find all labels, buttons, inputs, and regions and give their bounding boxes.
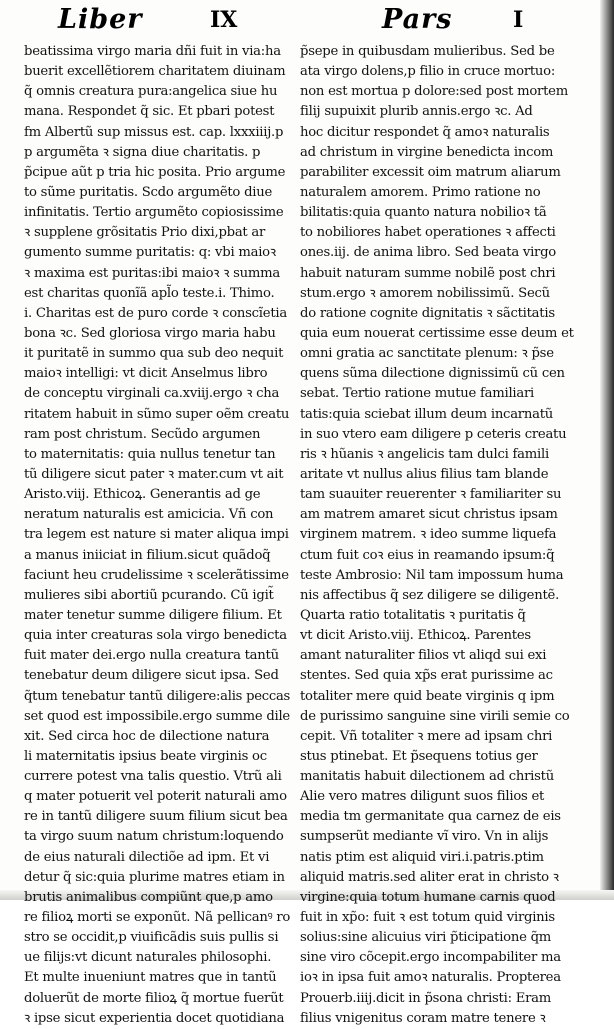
text-line: fuit in xp̃o: fuit ꝛ est totum quid virginis xyxy=(300,910,555,926)
text-line: to sũme puritatis. Scdo argumẽto diue xyxy=(24,184,273,200)
text-line: Aristo.viij. Ethicoꝝ. Generantis ad ge xyxy=(24,487,261,503)
text-line: cepit. Vñ totaliter ꝛ mere ad ipsam chri xyxy=(300,728,553,744)
text-line: ones.iij. de anima libro. Sed beata virgo xyxy=(300,245,556,261)
text-line: naturalem amorem. Primo ratione no xyxy=(300,184,541,200)
text-line: ctum fuit coꝛ eius in reamando ipsum:q̃ xyxy=(300,547,555,563)
text-line: re filioꝝ morti se exponũt. Nã pellicanꝰ ro xyxy=(24,910,291,926)
text-line: vt dicit Aristo.viij. Ethicoꝝ. Parentes xyxy=(300,628,531,644)
text-line: fuit mater dei.ergo nulla creatura tantũ xyxy=(24,648,279,664)
text-line: media tm germanitate qua carnez de eis xyxy=(300,809,561,825)
text-line: tũ diligere sicut pater ꝛ mater.cum vt ait xyxy=(24,466,284,482)
text-line: it puritatẽ in summo qua sub deo nequit xyxy=(24,346,284,362)
page-edge-shadow xyxy=(600,0,614,900)
text-line: bilitatis:quia quanto natura nobilioꝛ tã xyxy=(300,205,547,221)
text-line: fm Albertũ sup missus est. cap. lxxxiiij.p xyxy=(24,124,284,140)
header-pars: Pars xyxy=(382,4,453,35)
text-line: quia eum nouerat certissime esse deum et xyxy=(300,325,574,341)
text-line: tatis:quia sciebat illum deum incarnatũ xyxy=(300,406,554,422)
text-line: ꝛ supplene grõsitatis Prio dixi,pbat ar xyxy=(24,225,266,241)
text-line: ꝛ ipse sicut experientia docet quotidiana xyxy=(24,1010,285,1026)
text-line: nis affectibus q̃ sez diligere se diligentẽ. xyxy=(300,587,560,603)
text-line: mater tenetur summe diligere filium. Et xyxy=(24,607,282,623)
text-line: p̃sepe in quibusdam mulieribus. Sed be xyxy=(300,44,555,59)
text-line: stum.ergo ꝛ amorem nobilissimũ. Secũ xyxy=(300,285,550,301)
text-line: omni gratia ac sanctitate plenum: ꝛ p̃se xyxy=(300,346,554,362)
text-line: li maternitatis ipsius beate virginis oc xyxy=(24,748,267,764)
text-line: set quod est impossibile.ergo summe dile xyxy=(24,708,290,724)
text-line: buerit excellẽtiorem charitatem diuinam xyxy=(24,64,286,80)
text-line: ris ꝛ hũanis ꝛ angelicis tam dulci famili xyxy=(300,446,549,462)
text-line: in suo vtero eam diligere p ceteris creatu xyxy=(300,426,567,442)
text-line: to nobiliores habet operationes ꝛ affecti xyxy=(300,225,556,241)
text-line: natis ptim est aliquid viri.i.patris.ptim xyxy=(300,849,544,865)
text-line: quia inter creaturas sola virgo benedicta xyxy=(24,628,287,644)
text-line: am matrem amaret sicut christus ipsam xyxy=(300,507,558,523)
text-line: parabiliter excessit oim matrum aliarum xyxy=(300,164,561,180)
text-line: sumpserũt mediante vĩ viro. Vn in alijs xyxy=(300,829,549,845)
text-line: virgine:quia totum humane carnis quod xyxy=(300,889,556,905)
header-book-number: IX xyxy=(210,7,238,33)
text-line: sine viro cõcepit.ergo incompabiliter ma xyxy=(300,950,561,966)
text-line: stentes. Sed quia xp̃s erat purissime ac xyxy=(300,668,553,684)
text-line: non est mortua p dolore:sed post mortem xyxy=(300,84,568,100)
text-line: do ratione cognite dignitatis ꝛ sãctitatis xyxy=(300,305,555,321)
text-line: brutis animalibus compiũnt que,p amo xyxy=(24,889,273,905)
text-line: aliquid matris.sed aliter erat in christo ꝛ xyxy=(300,869,559,885)
text-line: filius vnigenitus coram matre tenere ꝛ xyxy=(300,1010,546,1026)
text-line: stro se occidit,p viuificãdis suis pullis si xyxy=(24,930,279,946)
text-line: ioꝛ in ipsa fuit amoꝛ naturalis. Propterea xyxy=(300,970,561,986)
text-line: tenebatur deum diligere sicut ipsa. Sed xyxy=(24,668,279,684)
text-line: Prouerb.iiij.dicit in p̃sona christi: Eram xyxy=(300,990,552,1006)
text-column-left xyxy=(24,42,290,1029)
text-line: re in tantũ diligere suum filium sicut bea xyxy=(24,809,288,825)
text-line: p argumẽta ꝛ signa diue charitatis. p xyxy=(24,144,261,160)
text-line: ritatem habuit in sũmo super oẽm creatu xyxy=(24,406,290,422)
text-line: est charitas quonĩã apl̃o teste.i. Thimo. xyxy=(24,285,275,301)
text-line: hoc dicitur respondet q̃ amoꝛ naturalis xyxy=(300,124,550,140)
text-line: filij supuixit plurib annis.ergo ꝛc. Ad xyxy=(300,104,533,120)
text-line: de purissimo sanguine sine virili semie co xyxy=(300,708,570,724)
text-line: sebat. Tertio ratione mutue familiari xyxy=(300,386,535,402)
text-line: solius:sine alicuius viri p̃ticipatione q̃m xyxy=(300,930,552,946)
text-line: mana. Respondet q̃ sic. Et pbari potest xyxy=(24,104,275,120)
text-line: amant naturaliter filios vt aliqd sui exi xyxy=(300,648,547,664)
text-line: faciunt heu crudelissime ꝛ scelerãtissime xyxy=(24,567,289,583)
text-line: q mater potuerit vel poterit naturali amo xyxy=(24,789,287,805)
text-line: stus ptinebat. Et p̃sequens totius ger xyxy=(300,748,538,764)
text-line: gumento summe puritatis: q: vbi maioꝛ xyxy=(24,245,276,261)
text-line: Et multe inueniunt matres que in tantũ xyxy=(24,970,277,986)
text-line: q̃ omnis creatura pura:angelica siue hu xyxy=(24,84,278,100)
text-line: habuit naturam summe nobilẽ post chri xyxy=(300,265,556,281)
text-column-right xyxy=(300,42,582,1029)
text-line: totaliter mere quid beate virginis q ipm xyxy=(300,688,555,704)
text-line: currere potest vna talis questio. Vtrũ ali xyxy=(24,769,282,785)
text-line: teste Ambrosio: Nil tam impossum huma xyxy=(300,567,564,583)
text-line: maioꝛ intelligi: vt dicit Anselmus libro xyxy=(24,366,268,382)
text-line: ad christum in virgine benedicta incom xyxy=(300,144,554,160)
text-line: tam suauiter reuerenter ꝛ familiariter su xyxy=(300,487,562,503)
text-line: manitatis habuit dilectionem ad christũ xyxy=(300,769,554,785)
text-line: Quarta ratio totalitatis ꝛ puritatis q̃ xyxy=(300,607,526,623)
text-line: aritate vt nullus alius filius tam blande xyxy=(300,466,549,482)
text-line: beatissima virgo maria dñi fuit in via:ha xyxy=(24,44,281,59)
text-line: ta virgo suum natum christum:loquendo xyxy=(24,829,284,845)
text-line: Alie vero matres diligunt suos filios et xyxy=(300,789,545,805)
text-line: infinitatis. Tertio argumẽto copiosissime xyxy=(24,205,284,221)
text-line: de conceptu virginali ca.xviij.ergo ꝛ cha xyxy=(24,386,280,402)
text-line: ram post christum. Secũdo argumen xyxy=(24,426,261,442)
header-liber: Liber xyxy=(58,4,143,35)
text-line: ꝛ maxima est puritas:ibi maioꝛ ꝛ summa xyxy=(24,265,281,281)
text-line: a manus iniiciat in filium.sicut quãdoq̃ xyxy=(24,547,271,563)
text-line: virginem matrem. ꝛ ideo summe liquefa xyxy=(300,527,557,543)
text-line: doluerũt de morte filioꝝ q̃ mortue fuerũt xyxy=(24,990,284,1006)
text-line: quens sũma dilectione dignissimũ cũ cen xyxy=(300,366,565,382)
text-line: p̃cipue aũt p tria hic posita. Prio argume xyxy=(24,164,286,180)
running-header xyxy=(0,4,600,44)
text-line: de eius naturali dilectiõe ad ipm. Et vi xyxy=(24,849,270,865)
text-line: ata virgo dolens,p filio in cruce mortuo: xyxy=(300,64,556,80)
header-part-number: I xyxy=(513,7,524,33)
text-line: to maternitatis: quia nullus tenetur tan xyxy=(24,446,276,462)
text-line: xit. Sed circa hoc de dilectione natura xyxy=(24,728,270,744)
text-line: i. Charitas est de puro corde ꝛ conscĩetia xyxy=(24,305,287,321)
text-line: ue filijs:vt dicunt naturales philosophi. xyxy=(24,950,272,966)
text-line: bona ꝛc. Sed gloriosa virgo maria habu xyxy=(24,325,276,341)
text-line: neratum naturalis est amicicia. Vñ con xyxy=(24,507,274,523)
text-line: mulieres sibi abortiũ pcurando. Cũ igit̃ xyxy=(24,587,274,603)
text-line: q̃tum tenebatur tantũ diligere:alis peccas xyxy=(24,688,291,704)
text-line: tra legem est nature si mater aliqua impi xyxy=(24,527,289,543)
text-line: detur q̃ sic:quia plurime matres etiam in xyxy=(24,869,285,885)
